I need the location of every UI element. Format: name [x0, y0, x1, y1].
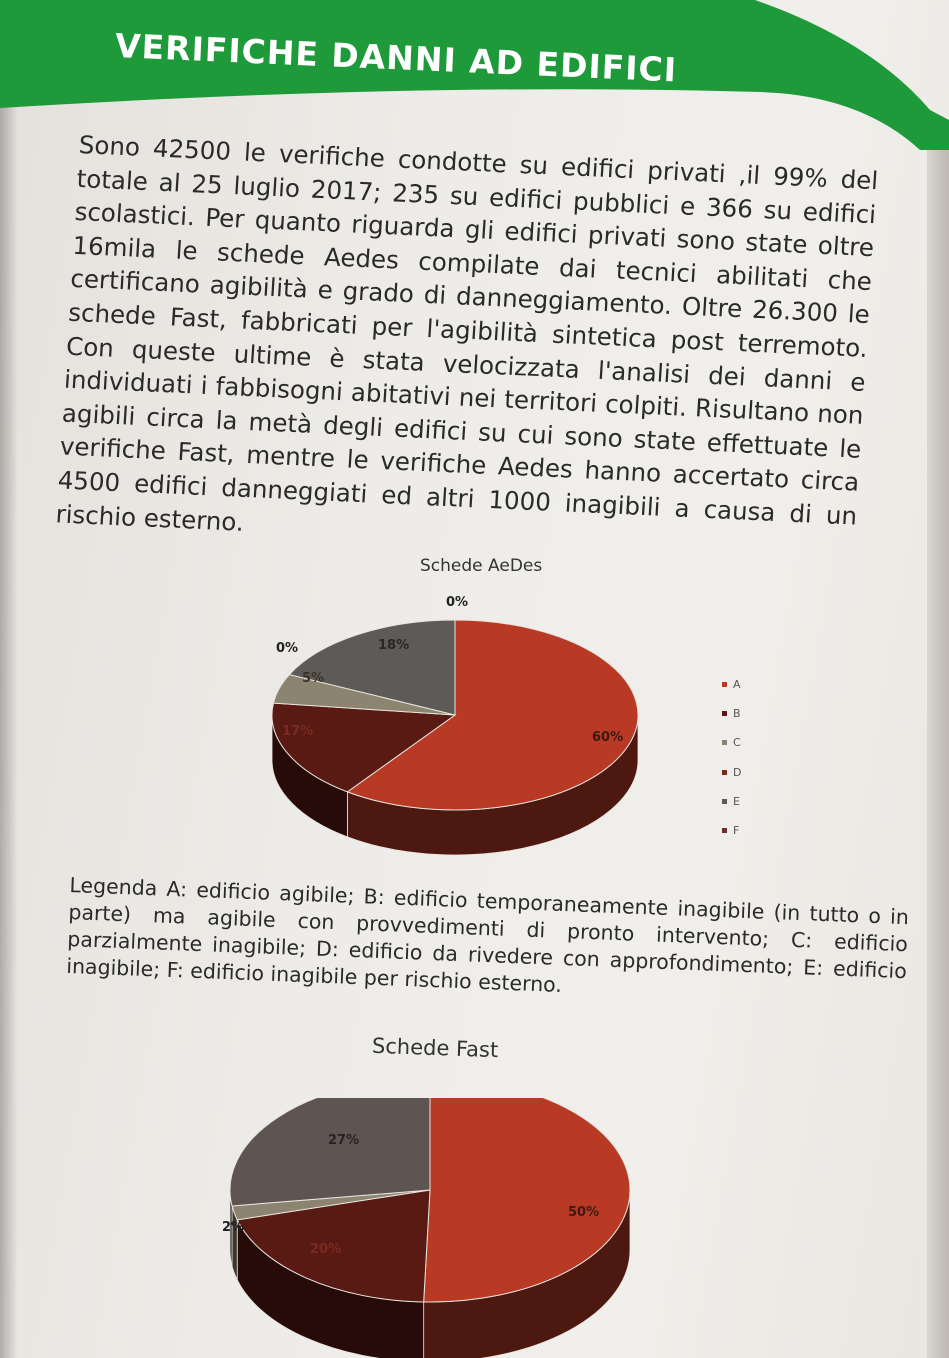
chart-legend — [722, 670, 782, 845]
pie-data-label: 27% — [328, 1133, 360, 1148]
legend-label: D — [733, 765, 742, 779]
pie-data-label: 0% — [276, 641, 299, 656]
pie-slice-e — [230, 1098, 430, 1206]
legend-item-c — [722, 728, 782, 757]
pie-data-label: 50% — [568, 1205, 600, 1220]
legend-item-d — [722, 758, 782, 787]
pie-data-label: 20% — [310, 1242, 342, 1257]
legend-label: F — [733, 824, 740, 838]
chart-title-fast: Schede Fast — [371, 1033, 499, 1063]
page-edge — [927, 140, 949, 1358]
legend-label: A — [733, 678, 741, 692]
pie-chart-aedes — [250, 590, 670, 880]
legend-swatch — [722, 770, 727, 775]
legend-swatch — [722, 740, 727, 745]
pie-data-label: 0% — [446, 595, 469, 610]
pie-chart-fast — [200, 1098, 660, 1358]
legend-swatch — [722, 799, 727, 804]
legend-swatch — [722, 682, 727, 687]
legend-label: C — [733, 736, 741, 750]
legend-label: E — [733, 794, 740, 808]
pie-data-label: 60% — [592, 730, 624, 745]
legend-item-a — [722, 670, 782, 699]
pie-data-label: 5% — [302, 671, 325, 686]
legend-description: Legenda A: edificio agibile; B: edificio temporaneamente inagibile (in tutto o in parte) ma agibile con provvedimenti di pronto intervento; C: edificio parzialmente inagibile; D: edificio da rivedere con approfondimento; E: edificio inagibile; F: edificio inagibile per rischio esterno. — [65, 872, 910, 997]
legend-swatch — [722, 711, 727, 716]
pie-data-label: 17% — [282, 724, 314, 739]
spine-shadow — [0, 0, 18, 1358]
body-paragraph: Sono 42500 le verifiche condotte su edifici privati ,il 99% del totale al 25 luglio 2017; 235 su edifici pubblici e 366 su edifici scolastici. Per quanto riguarda gli edifici privati sono state oltre 16mila le schede Aedes compilate dai tecnici abilitati che certificano agibilità e grado di danneggiamento. Oltre 26.300 le schede Fast, fabbricati per l'agibilità sintetica post terremoto. Con queste ultime è stata velocizzata l'analisi dei danni e individuati i fabbisogni abitativi nei territori colpiti. Risultano non agibili circa la metà degli edifici su cui sono state effettuate le verifiche Fast, mentre le verifiche Aedes hanno accertato circa 4500 edifici danneggiati ed altri 1000 inagibili a causa di un rischio esterno. — [54, 129, 880, 537]
legend-swatch — [722, 828, 727, 833]
legend-item-e — [722, 787, 782, 816]
legend-label: B — [733, 707, 741, 721]
legend-item-b — [722, 699, 782, 728]
page-title: VERIFICHE DANNI AD EDIFICI — [114, 26, 678, 90]
chart-title-aedes: Schede AeDes — [420, 556, 543, 576]
pie-data-label: 2% — [222, 1220, 245, 1235]
legend-item-f — [722, 816, 782, 845]
pie-data-label: 18% — [378, 638, 410, 653]
